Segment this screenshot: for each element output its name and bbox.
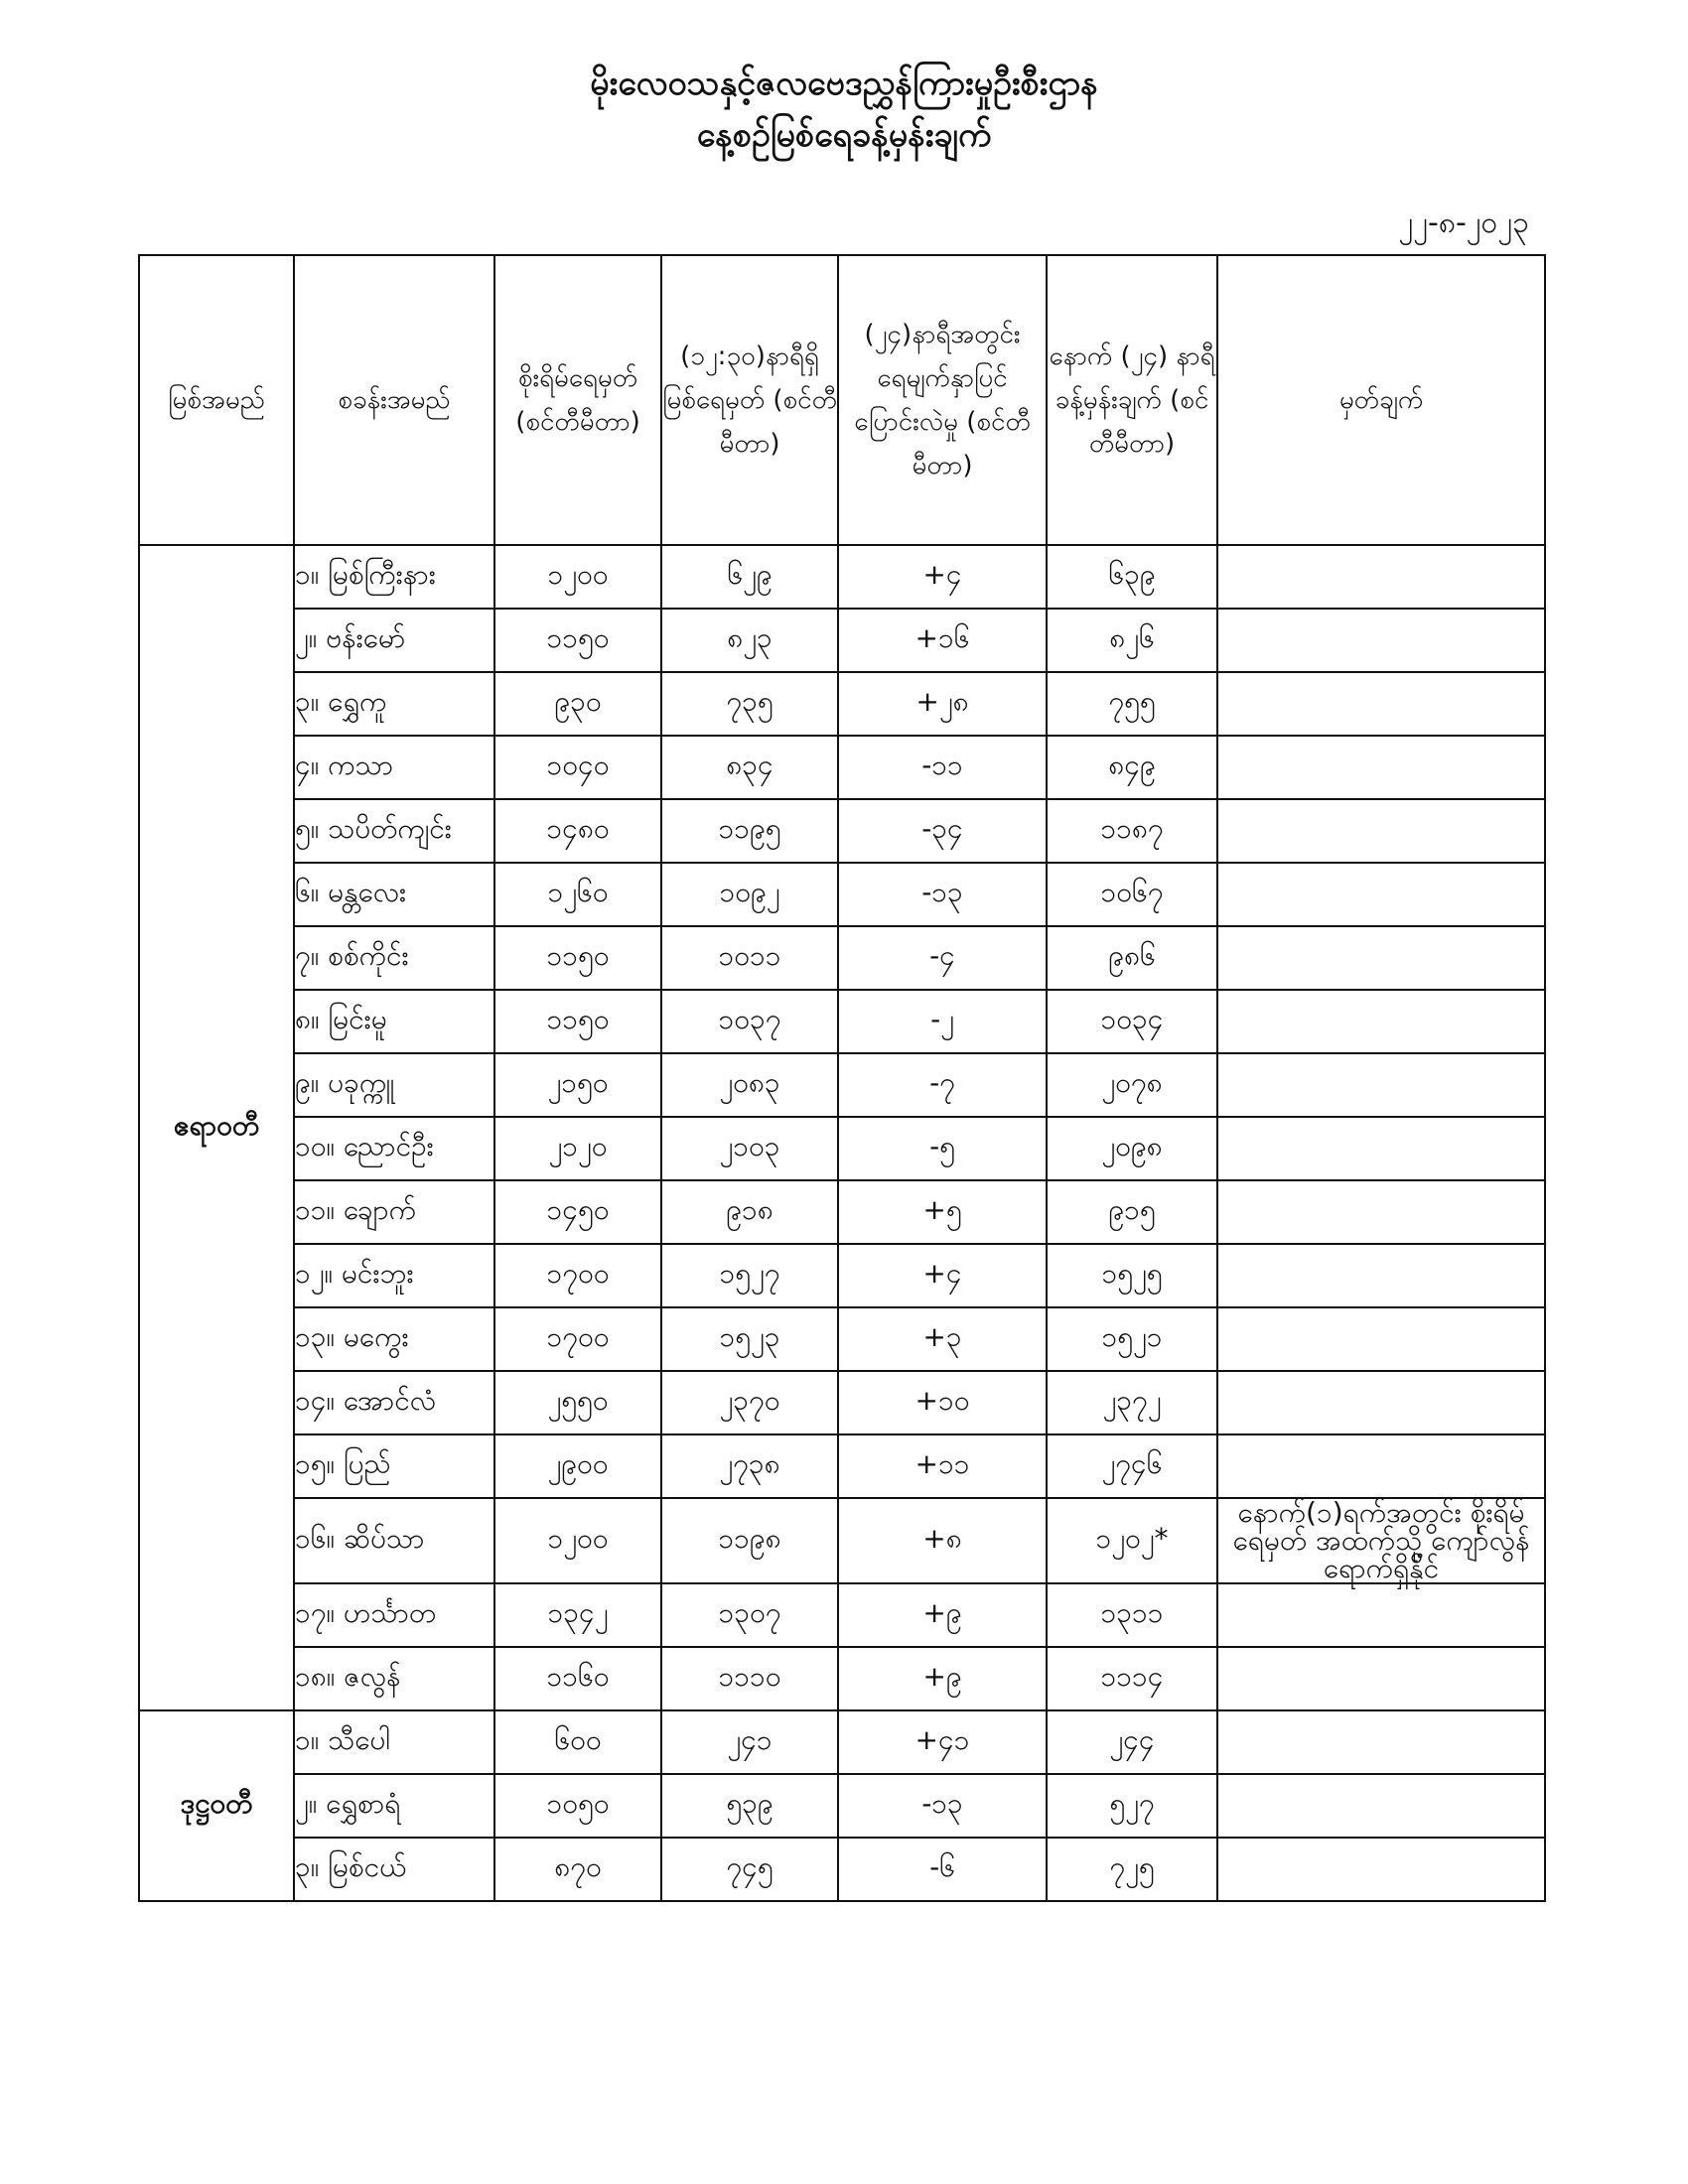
current-level: ၁၅၂၇ — [661, 1244, 838, 1307]
current-level: ၁၁၉၅ — [661, 799, 838, 863]
current-level: ၂၀၈၃ — [661, 1053, 838, 1117]
current-level: ၁၀၃၇ — [661, 990, 838, 1053]
danger-level: ၁၀၅၀ — [494, 1774, 661, 1838]
table-row — [139, 672, 1545, 736]
level-change: -၂ — [838, 990, 1047, 1053]
remark — [1217, 1244, 1545, 1307]
forecast-level: ၂၀၇၈ — [1047, 1053, 1217, 1117]
table-row — [139, 1774, 1545, 1838]
table-row — [139, 1710, 1545, 1774]
station-name: ၁။ သီပေါ — [294, 1710, 494, 1774]
table-body — [139, 545, 1545, 1901]
current-level: ၂၄၁ — [661, 1710, 838, 1774]
table-row — [139, 990, 1545, 1053]
station-name: ၂။ ဗန်းမော် — [294, 609, 494, 672]
remark — [1217, 672, 1545, 736]
danger-level: ၁၂၆၀ — [494, 863, 661, 926]
station-name: ၁၁။ ချောက် — [294, 1180, 494, 1244]
level-change: +၉ — [838, 1583, 1047, 1647]
current-level: ၆၂၉ — [661, 545, 838, 609]
level-change: +၄ — [838, 1244, 1047, 1307]
level-change: -၁၁ — [838, 736, 1047, 799]
remark — [1217, 863, 1545, 926]
level-change: +၈ — [838, 1498, 1047, 1583]
danger-level: ၁၇၀၀ — [494, 1244, 661, 1307]
forecast-level: ၇၅၅ — [1047, 672, 1217, 736]
station-name: ၁၃။ မကွေး — [294, 1307, 494, 1371]
river-name: ဒုဋ္ဌဝတီ — [139, 1710, 294, 1901]
current-level: ၁၅၂၃ — [661, 1307, 838, 1371]
column-header-change: (၂၄)နာရီအတွင်း ရေမျက်နှာပြင် ပြောင်းလဲမှု (စင်တီမီတာ) — [838, 255, 1047, 545]
station-name: ၁၄။ အောင်လံ — [294, 1371, 494, 1434]
danger-level: ၁၁၆၀ — [494, 1647, 661, 1710]
column-header-forecast: နောက် (၂၄) နာရီ ခန့်မှန်းချက် (စင်တီမီတာ) — [1047, 255, 1217, 545]
station-name: ၁၂။ မင်းဘူး — [294, 1244, 494, 1307]
remark — [1217, 1434, 1545, 1498]
forecast-level: ၅၂၇ — [1047, 1774, 1217, 1838]
table-row — [139, 926, 1545, 990]
forecast-level: ၂၃၇၂ — [1047, 1371, 1217, 1434]
table-row — [139, 1307, 1545, 1371]
current-level: ၅၃၉ — [661, 1774, 838, 1838]
column-header-remarks: မှတ်ချက် — [1217, 255, 1545, 545]
column-header-river: မြစ်အမည် — [139, 255, 294, 545]
current-level: ၂၃၇၀ — [661, 1371, 838, 1434]
current-level: ၁၁၁၀ — [661, 1647, 838, 1710]
table-row — [139, 1838, 1545, 1901]
forecast-level: ၁၅၂၅ — [1047, 1244, 1217, 1307]
remark — [1217, 926, 1545, 990]
table-row — [139, 1583, 1545, 1647]
station-name: ၂။ ရွှေစာရံ — [294, 1774, 494, 1838]
level-change: +၄ — [838, 545, 1047, 609]
table-row — [139, 1498, 1545, 1583]
danger-level: ၁၁၅၀ — [494, 990, 661, 1053]
forecast-level: ၁၃၁၁ — [1047, 1583, 1217, 1647]
forecast-level: ၈၄၉ — [1047, 736, 1217, 799]
table-row — [139, 1371, 1545, 1434]
danger-level: ၂၁၂၀ — [494, 1117, 661, 1180]
level-change: +၉ — [838, 1647, 1047, 1710]
remark — [1217, 1371, 1545, 1434]
remark — [1217, 990, 1545, 1053]
document-header — [0, 58, 1688, 161]
remark — [1217, 1583, 1545, 1647]
forecast-level: ၈၂၆ — [1047, 609, 1217, 672]
station-name: ၃။ မြစ်ငယ် — [294, 1838, 494, 1901]
remark — [1217, 1774, 1545, 1838]
current-level: ၁၁၉၈ — [661, 1498, 838, 1583]
current-level: ၁၃၀၇ — [661, 1583, 838, 1647]
forecast-level: ၁၀၆၇ — [1047, 863, 1217, 926]
table-row — [139, 863, 1545, 926]
danger-level: ၂၉၀၀ — [494, 1434, 661, 1498]
river-forecast-table — [138, 254, 1546, 1902]
level-change: +၅ — [838, 1180, 1047, 1244]
remark — [1217, 609, 1545, 672]
table-row — [139, 1053, 1545, 1117]
level-change: +၂၈ — [838, 672, 1047, 736]
station-name: ၁၅။ ပြည် — [294, 1434, 494, 1498]
station-name: ၁၆။ ဆိပ်သာ — [294, 1498, 494, 1583]
danger-level: ၁၀၄၀ — [494, 736, 661, 799]
danger-level: ၁၇၀၀ — [494, 1307, 661, 1371]
forecast-level: ၁၅၂၁ — [1047, 1307, 1217, 1371]
forecast-level: ၂၀၉၈ — [1047, 1117, 1217, 1180]
table-row — [139, 609, 1545, 672]
level-change: +၄၁ — [838, 1710, 1047, 1774]
remark — [1217, 1838, 1545, 1901]
station-name: ၁၇။ ဟင်္သာတ — [294, 1583, 494, 1647]
level-change: -၄ — [838, 926, 1047, 990]
remark — [1217, 1307, 1545, 1371]
department-title: မိုးလေဝသနှင့်ဇလဗေဒညွှန်ကြားမှုဦးစီးဌာန — [590, 64, 1098, 103]
danger-level: ၁၄၈၀ — [494, 799, 661, 863]
table-row — [139, 1117, 1545, 1180]
forecast-level: ၇၂၅ — [1047, 1838, 1217, 1901]
current-level: ၉၁၈ — [661, 1180, 838, 1244]
danger-level: ၁၂၀၀ — [494, 1498, 661, 1583]
report-date: ၂၂-၈-၂၀၂၃ — [1398, 205, 1529, 240]
station-name: ၁၀။ ညောင်ဦး — [294, 1117, 494, 1180]
danger-level: ၁၁၅၀ — [494, 609, 661, 672]
current-level: ၈၂၃ — [661, 609, 838, 672]
table-header-row — [139, 255, 1545, 545]
river-name: ဧရာဝတီ — [139, 545, 294, 1710]
forecast-level: ၆၃၉ — [1047, 545, 1217, 609]
station-name: ၁။ မြစ်ကြီးနား — [294, 545, 494, 609]
level-change: -၅ — [838, 1117, 1047, 1180]
current-level: ၂၇၃၈ — [661, 1434, 838, 1498]
level-change: -၁၃ — [838, 1774, 1047, 1838]
level-change: +၃ — [838, 1307, 1047, 1371]
forecast-level: ၁၁၁၄ — [1047, 1647, 1217, 1710]
current-level: ၁၀၁၁ — [661, 926, 838, 990]
table-row — [139, 1434, 1545, 1498]
table-row — [139, 1180, 1545, 1244]
danger-level: ၁၄၅၀ — [494, 1180, 661, 1244]
forecast-level: ၁၁၈၇ — [1047, 799, 1217, 863]
level-change: +၁၁ — [838, 1434, 1047, 1498]
report-title: နေ့စဉ်မြစ်ရေခန့်မှန်းချက် — [696, 115, 992, 155]
station-name: ၁၈။ ဇလွန် — [294, 1647, 494, 1710]
remark — [1217, 1053, 1545, 1117]
forecast-level: ၂၄၄ — [1047, 1710, 1217, 1774]
remark — [1217, 1710, 1545, 1774]
station-name: ၃။ ရွှေကူ — [294, 672, 494, 736]
current-level: ၂၁၀၃ — [661, 1117, 838, 1180]
table-row — [139, 1647, 1545, 1710]
column-header-danger-level: စိုးရိမ်ရေမှတ် (စင်တီမီတာ) — [494, 255, 661, 545]
level-change: +၁၆ — [838, 609, 1047, 672]
station-name: ၉။ ပခုက္ကူ — [294, 1053, 494, 1117]
table-row — [139, 1244, 1545, 1307]
danger-level: ၁၃၄၂ — [494, 1583, 661, 1647]
table-row — [139, 736, 1545, 799]
forecast-level: ၁၂၀၂* — [1047, 1498, 1217, 1583]
column-header-station: စခန်းအမည် — [294, 255, 494, 545]
station-name: ၈။ မြင်းမူ — [294, 990, 494, 1053]
danger-level: ၉၃၀ — [494, 672, 661, 736]
current-level: ၈၃၄ — [661, 736, 838, 799]
station-name: ၆။ မန္တလေး — [294, 863, 494, 926]
remark: နောက်(၁)ရက်အတွင်း စိုးရိမ်ရေမှတ် အထက်သို့ ကျော်လွန်ရောက်ရှိနိုင် — [1217, 1498, 1545, 1583]
danger-level: ၂၅၅၀ — [494, 1371, 661, 1434]
danger-level: ၆၀၀ — [494, 1710, 661, 1774]
station-name: ၇။ စစ်ကိုင်း — [294, 926, 494, 990]
level-change: -၇ — [838, 1053, 1047, 1117]
table-row — [139, 545, 1545, 609]
forecast-level: ၉၈၆ — [1047, 926, 1217, 990]
remark — [1217, 545, 1545, 609]
station-name: ၅။ သပိတ်ကျင်း — [294, 799, 494, 863]
level-change: -၆ — [838, 1838, 1047, 1901]
danger-level: ၂၁၅၀ — [494, 1053, 661, 1117]
remark — [1217, 1647, 1545, 1710]
station-name: ၄။ ကသာ — [294, 736, 494, 799]
current-level: ၁၀၉၂ — [661, 863, 838, 926]
remark — [1217, 1117, 1545, 1180]
danger-level: ၈၇၀ — [494, 1838, 661, 1901]
remark — [1217, 736, 1545, 799]
forecast-level: ၁၀၃၄ — [1047, 990, 1217, 1053]
current-level: ၇၃၅ — [661, 672, 838, 736]
table-row — [139, 799, 1545, 863]
remark — [1217, 1180, 1545, 1244]
level-change: +၁၀ — [838, 1371, 1047, 1434]
danger-level: ၁၂၀၀ — [494, 545, 661, 609]
column-header-current-level: (၁၂:၃၀)နာရီရှိ မြစ်ရေမှတ် (စင်တီမီတာ) — [661, 255, 838, 545]
danger-level: ၁၁၅၀ — [494, 926, 661, 990]
current-level: ၇၄၅ — [661, 1838, 838, 1901]
forecast-level: ၂၇၄၆ — [1047, 1434, 1217, 1498]
forecast-level: ၉၁၅ — [1047, 1180, 1217, 1244]
remark — [1217, 799, 1545, 863]
level-change: -၁၃ — [838, 863, 1047, 926]
level-change: -၃၄ — [838, 799, 1047, 863]
